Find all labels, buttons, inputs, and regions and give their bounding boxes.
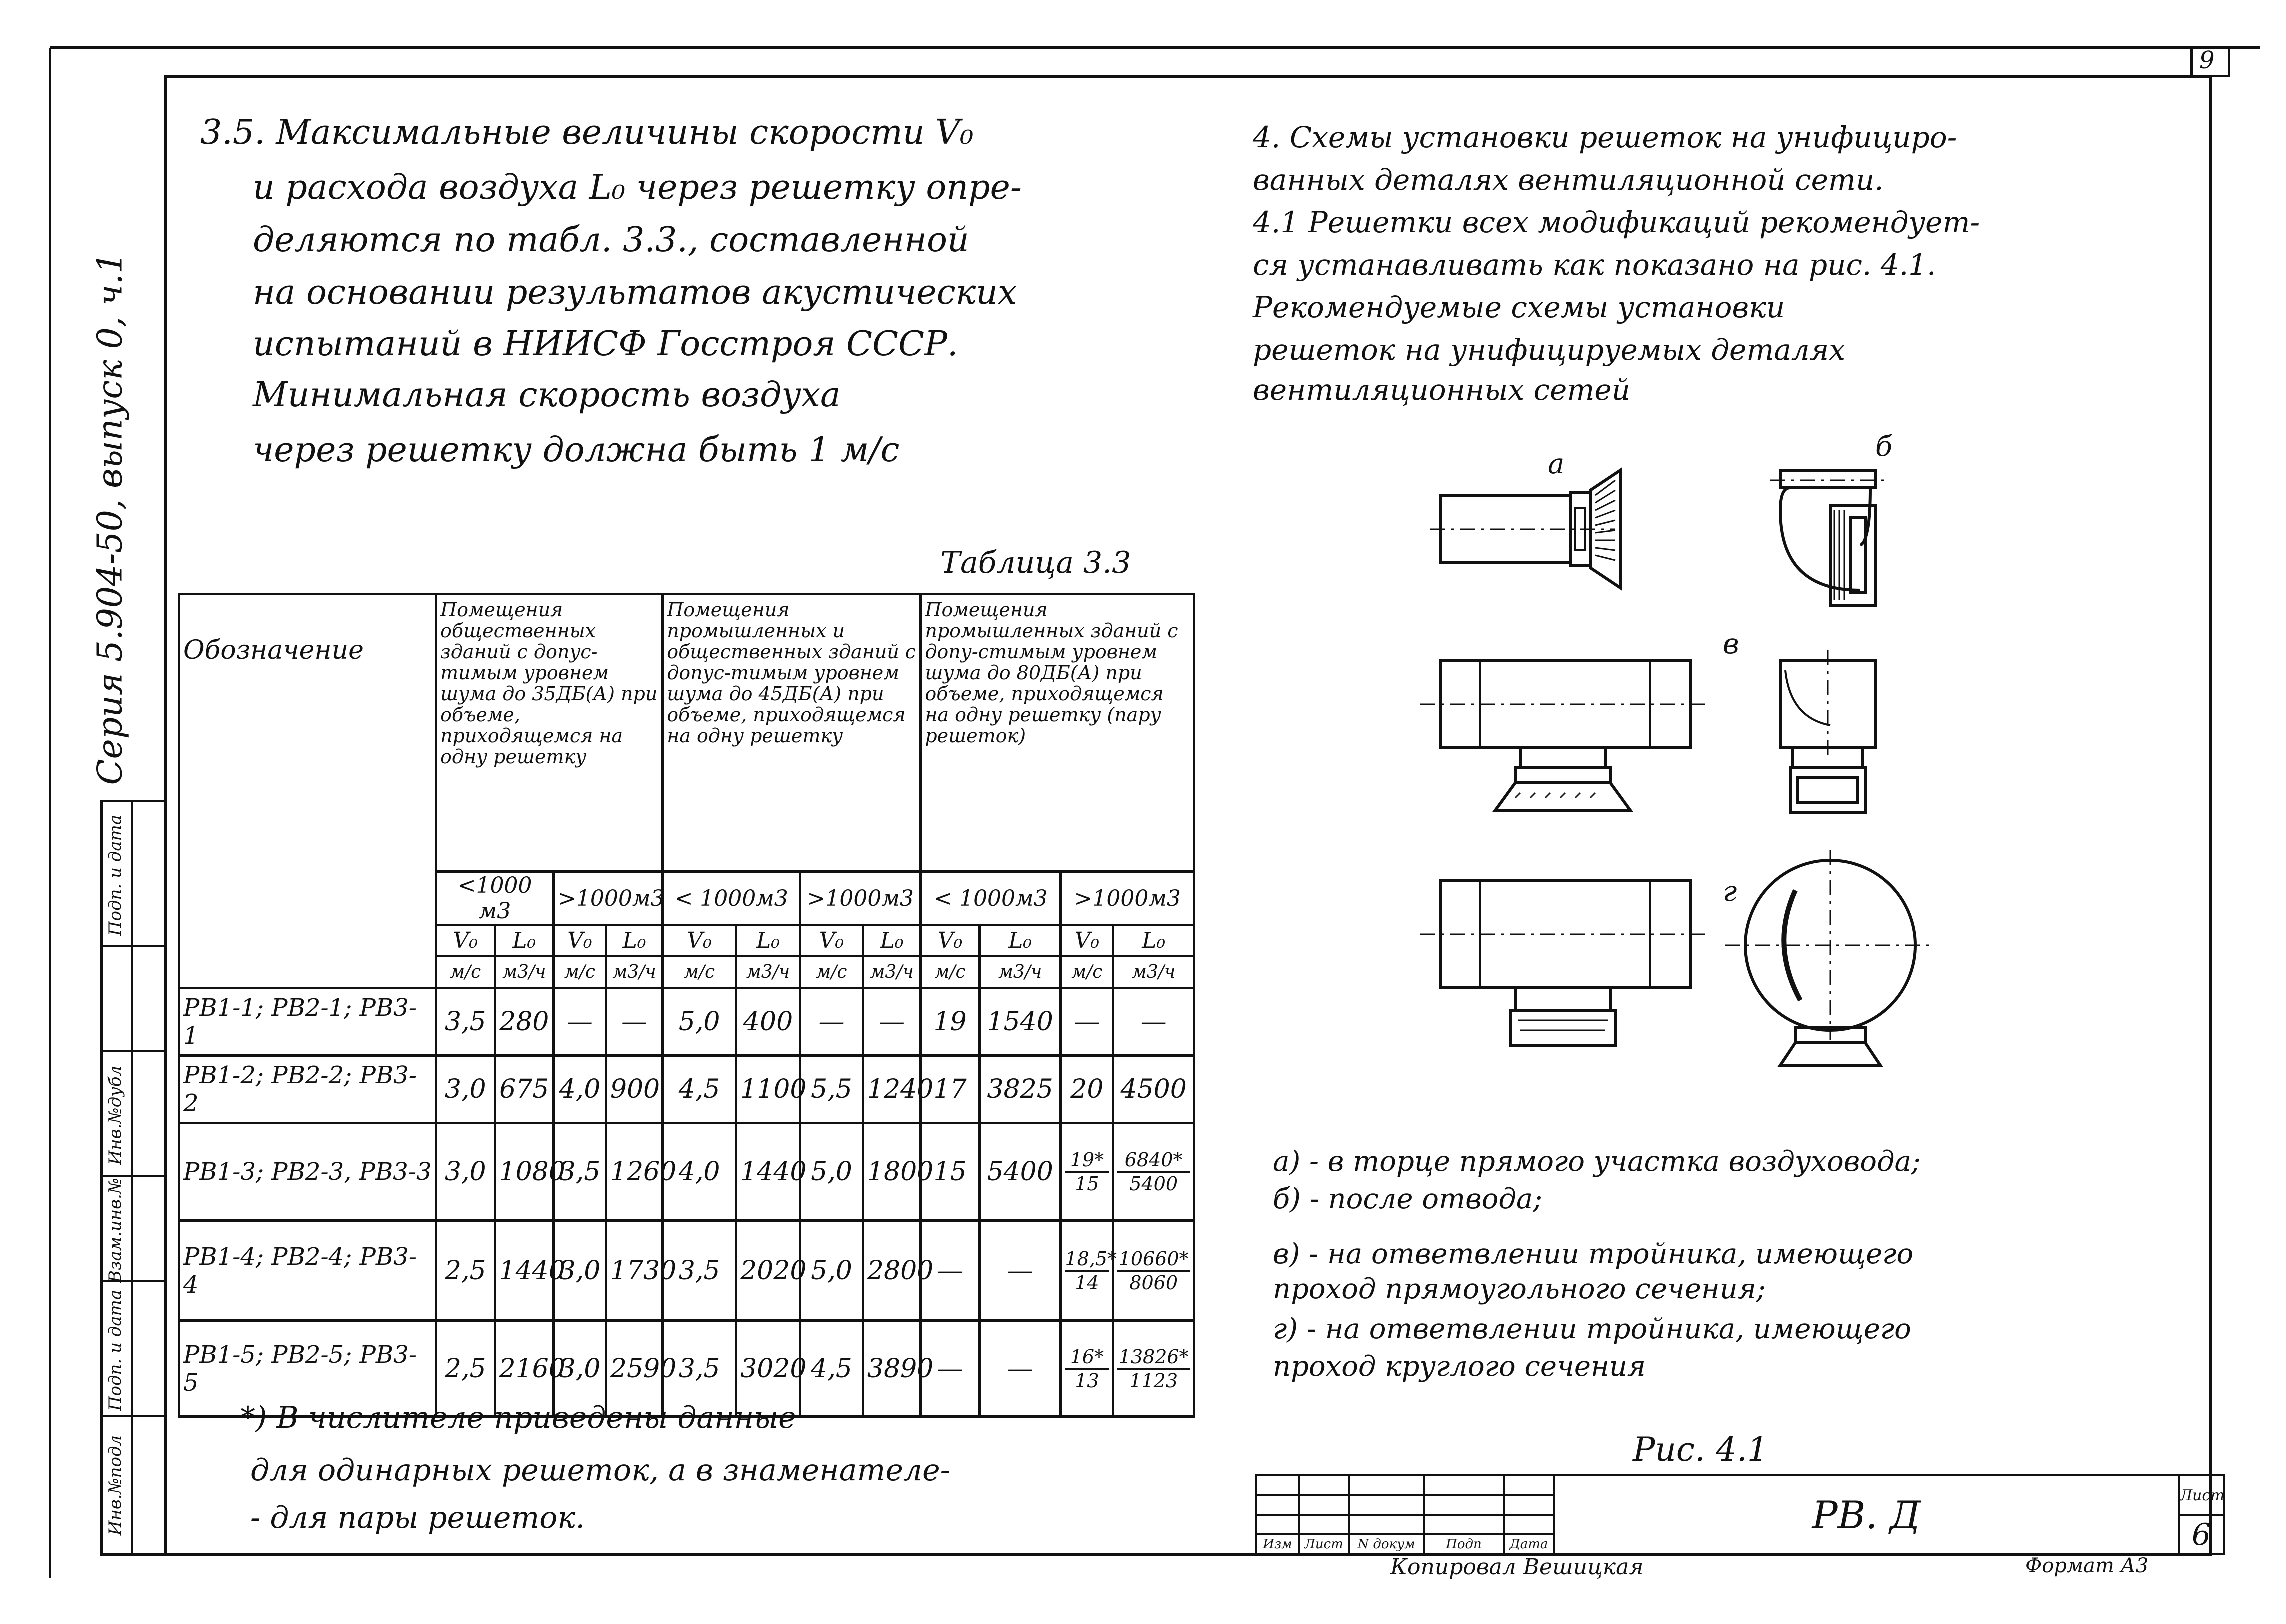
- value-cell: 1540: [979, 988, 1061, 1056]
- legend-line-b: б) - после отвода;: [1273, 1183, 1543, 1215]
- inner-frame-right: [2209, 75, 2212, 1555]
- table-row: [179, 1123, 1194, 1221]
- value-cell: 5400: [979, 1123, 1061, 1221]
- legend-line-v: в) - на ответвлении тройника, имеющего: [1273, 1238, 1914, 1270]
- range-1: <1000 м3: [436, 872, 554, 925]
- value-cell: 2800: [863, 1221, 920, 1321]
- unit-cell: м/с: [553, 956, 606, 988]
- unit-cell: м3/ч: [863, 956, 920, 988]
- document-code: РВ. Д: [1554, 1475, 2179, 1554]
- scheme-label-v: в: [1723, 628, 1739, 660]
- row-name: РВ1-3; РВ2-3, РВ3-3: [179, 1123, 436, 1221]
- tb-cell: [1504, 1495, 1554, 1515]
- value-cell: 3020: [736, 1321, 800, 1417]
- fraction-cell: [1113, 1321, 1194, 1417]
- fraction-denominator: 1123: [1129, 1369, 1178, 1392]
- stamp-label-podp-data-2: Подп. и дата: [105, 814, 125, 936]
- value-cell: —: [863, 988, 920, 1056]
- value-cell: —: [979, 1221, 1061, 1321]
- value-cell: 2020: [736, 1221, 800, 1321]
- symbol-cell: V₀: [800, 925, 863, 956]
- fraction-denominator: 13: [1075, 1369, 1099, 1392]
- header-designation: Обозначение: [179, 594, 436, 988]
- legend-line-g: г) - на ответвлении тройника, имеющего: [1273, 1313, 1911, 1345]
- stamp-divider-3: [100, 1050, 167, 1052]
- table-row: [179, 1221, 1194, 1321]
- sec4-line-1: 4. Схемы установки решеток на унифициро-: [1253, 120, 1957, 154]
- value-cell: 2160: [495, 1321, 553, 1417]
- scheme-label-b: б: [1875, 430, 1893, 463]
- tb-label-ndokum: N докум: [1349, 1534, 1424, 1554]
- value-cell: 3825: [979, 1056, 1061, 1123]
- symbol-cell: L₀: [495, 925, 553, 956]
- value-cell: —: [606, 988, 662, 1056]
- unit-cell: м3/ч: [495, 956, 553, 988]
- fraction-denominator: 14: [1075, 1271, 1099, 1294]
- fraction-denominator: 5400: [1129, 1173, 1178, 1195]
- tb-cell: [1424, 1495, 1504, 1515]
- symbol-cell: L₀: [979, 925, 1061, 956]
- row-name: РВ1-2; РВ2-2; РВ3-2: [179, 1056, 436, 1123]
- value-cell: 3,0: [553, 1221, 606, 1321]
- value-cell: —: [1061, 988, 1113, 1056]
- fraction-numerator: 16*: [1065, 1347, 1109, 1370]
- sec35-line-1: 3.5. Максимальные величины скорости V₀: [200, 113, 974, 152]
- sec35-line-5: испытаний в НИИСФ Госстроя СССР.: [253, 324, 958, 364]
- range-5: < 1000м3: [921, 872, 1061, 925]
- value-cell: 1730: [606, 1221, 662, 1321]
- symbol-cell: L₀: [736, 925, 800, 956]
- unit-cell: м3/ч: [736, 956, 800, 988]
- legend-line-g2: проход круглого сечения: [1273, 1350, 1646, 1383]
- figure-4-1-diagram: [1400, 440, 2100, 1155]
- row-name: РВ1-1; РВ2-1; РВ3-1: [179, 988, 436, 1056]
- value-cell: 15: [921, 1123, 979, 1221]
- value-cell: 3,0: [553, 1321, 606, 1417]
- stamp-divider-2: [100, 945, 167, 947]
- tb-cell: [1349, 1515, 1424, 1534]
- stamp-label-inv-podl: Инв.№подл: [105, 1435, 125, 1536]
- sheet-label: Лист: [2179, 1475, 2224, 1515]
- unit-cell: м3/ч: [979, 956, 1061, 988]
- title-block: [1255, 1474, 2225, 1555]
- value-cell: 3890: [863, 1321, 920, 1417]
- scheme-label-g: г: [1723, 875, 1737, 908]
- fraction-numerator: 6840*: [1117, 1150, 1190, 1173]
- value-cell: 2,5: [436, 1321, 495, 1417]
- value-cell: 1080: [495, 1123, 553, 1221]
- value-cell: 280: [495, 988, 553, 1056]
- tb-cell: [1349, 1475, 1424, 1495]
- tb-cell: [1424, 1515, 1504, 1534]
- tb-cell: [1299, 1515, 1349, 1534]
- inner-frame-top: [165, 75, 2210, 78]
- scheme-g: [1420, 850, 1935, 1065]
- fraction-cell: [1061, 1221, 1117, 1321]
- fraction-numerator: 19*: [1065, 1150, 1109, 1173]
- outer-frame-left: [49, 48, 51, 1578]
- fraction-cell: [1113, 1221, 1194, 1321]
- range-4: >1000м3: [800, 872, 921, 925]
- unit-cell: м/с: [436, 956, 495, 988]
- value-cell: 3,0: [436, 1123, 495, 1221]
- tb-label-list: Лист: [1299, 1534, 1349, 1554]
- value-cell: 4,5: [800, 1321, 863, 1417]
- symbol-cell: V₀: [1061, 925, 1113, 956]
- sec4-line-3: 4.1 Решетки всех модификаций рекомендует-: [1253, 205, 1980, 239]
- value-cell: —: [1113, 988, 1194, 1056]
- outer-frame-top: [50, 46, 2260, 49]
- value-cell: 1240: [863, 1056, 920, 1123]
- value-cell: 5,0: [800, 1221, 863, 1321]
- value-cell: 1440: [736, 1123, 800, 1221]
- unit-cell: м/с: [921, 956, 979, 988]
- sec4-line-2: ванных деталях вентиляционной сети.: [1253, 163, 1884, 197]
- legend-line-a: а) - в торце прямого участка воздуховода;: [1273, 1145, 1921, 1178]
- value-cell: 4500: [1113, 1056, 1194, 1123]
- range-2: >1000м3: [553, 872, 662, 925]
- figure-caption: Рис. 4.1: [1633, 1430, 1768, 1469]
- fraction-cell: [1113, 1123, 1194, 1221]
- fraction-denominator: 15: [1075, 1173, 1099, 1195]
- unit-cell: м/с: [800, 956, 863, 988]
- value-cell: —: [800, 988, 863, 1056]
- group-header-1: Помещения общественных зданий с допус-тимым уровнем шума до 35ДБ(А) при объеме, приходящемся на одну решетку: [436, 594, 663, 872]
- value-cell: 19: [921, 988, 979, 1056]
- table-row: [179, 1056, 1194, 1123]
- value-cell: —: [921, 1221, 979, 1321]
- scheme-a: [1430, 470, 1620, 588]
- tb-label-podp: Подп: [1424, 1534, 1504, 1554]
- value-cell: —: [921, 1321, 979, 1417]
- sec4-line-5: Рекомендуемые схемы установки: [1253, 290, 1785, 324]
- sec4-line-6: решеток на унифицируемых деталях: [1253, 333, 1845, 367]
- symbol-cell: L₀: [1113, 925, 1194, 956]
- unit-cell: м/с: [663, 956, 736, 988]
- sec35-line-2: и расхода воздуха L₀ через решетку опре-: [253, 168, 1022, 207]
- symbol-cell: V₀: [921, 925, 979, 956]
- value-cell: 3,5: [553, 1123, 606, 1221]
- value-cell: 5,0: [800, 1123, 863, 1221]
- fraction-cell: [1061, 1321, 1113, 1417]
- series-side-text: Серия 5.904-50, выпуск 0, ч.1: [90, 252, 130, 785]
- symbol-cell: L₀: [606, 925, 662, 956]
- tb-cell: [1504, 1475, 1554, 1495]
- tb-cell: [1424, 1475, 1504, 1495]
- stamp-label-vzam: Взам.инв.№: [105, 1178, 125, 1283]
- group-header-2: Помещения промышленных и общественных зданий с допус-тимым уровнем шума до 45ДБ(А) при объеме, приходящемся на одну решетку: [663, 594, 921, 872]
- value-cell: 2590: [606, 1321, 662, 1417]
- stamp-divider-6: [100, 1415, 167, 1417]
- symbol-cell: V₀: [553, 925, 606, 956]
- range-6: >1000м3: [1061, 872, 1194, 925]
- tb-cell: [1256, 1495, 1299, 1515]
- tb-cell: [1504, 1515, 1554, 1534]
- range-3: < 1000м3: [663, 872, 800, 925]
- stamp-divider-1: [100, 800, 167, 802]
- stamp-label-inv-dubl: Инв.№дубл: [105, 1065, 125, 1165]
- value-cell: —: [979, 1321, 1061, 1417]
- value-cell: 900: [606, 1056, 662, 1123]
- fraction-numerator: 10660*: [1117, 1249, 1190, 1272]
- sec4-line-7: вентиляционных сетей: [1253, 373, 1630, 407]
- stamp-divider-v: [131, 800, 133, 1555]
- unit-cell: м3/ч: [606, 956, 662, 988]
- unit-cell: м/с: [1061, 956, 1113, 988]
- footnote-line-2: для одинарных решеток, а в знаменателе-: [250, 1453, 950, 1488]
- sec35-line-6: Минимальная скорость воздуха: [253, 375, 841, 415]
- value-cell: 3,5: [663, 1321, 736, 1417]
- fraction-numerator: 13826*: [1117, 1347, 1190, 1370]
- value-cell: —: [553, 988, 606, 1056]
- value-cell: 1100: [736, 1056, 800, 1123]
- value-cell: 5,5: [800, 1056, 863, 1123]
- symbol-cell: V₀: [663, 925, 736, 956]
- group-header-3: Помещения промышленных зданий с допу-стимым уровнем шума до 80ДБ(А) при объеме, приходящемся на одну решетку (пару решеток): [921, 594, 1194, 872]
- value-cell: 4,0: [553, 1056, 606, 1123]
- tb-cell: [1299, 1495, 1349, 1515]
- scheme-label-a: а: [1548, 448, 1565, 480]
- tb-cell: [1349, 1495, 1424, 1515]
- fraction-denominator: 8060: [1129, 1271, 1178, 1294]
- value-cell: 2,5: [436, 1221, 495, 1321]
- tb-cell: [1256, 1475, 1299, 1495]
- table-3-3: [178, 593, 1195, 1418]
- format-label: Формат А3: [2025, 1554, 2149, 1577]
- sheet-value: 6: [2179, 1515, 2224, 1554]
- tb-label-data: Дата: [1504, 1534, 1554, 1554]
- fraction-cell: [1061, 1123, 1113, 1221]
- footnote-line-3: - для пары решеток.: [250, 1500, 585, 1535]
- unit-cell: м3/ч: [1113, 956, 1194, 988]
- value-cell: 20: [1061, 1056, 1113, 1123]
- table-caption: Таблица 3.3: [940, 545, 1131, 580]
- value-cell: 4,0: [663, 1123, 736, 1221]
- value-cell: 1260: [606, 1123, 662, 1221]
- value-cell: 3,0: [436, 1056, 495, 1123]
- row-name: РВ1-5; РВ2-5; РВ3-5: [179, 1321, 436, 1417]
- value-cell: 675: [495, 1056, 553, 1123]
- value-cell: 400: [736, 988, 800, 1056]
- sec35-line-4: на основании результатов акустических: [253, 273, 1017, 312]
- value-cell: 1440: [495, 1221, 553, 1321]
- symbol-cell: V₀: [436, 925, 495, 956]
- table-row: [179, 988, 1194, 1056]
- value-cell: 1800: [863, 1123, 920, 1221]
- value-cell: 3,5: [663, 1221, 736, 1321]
- row-name: РВ1-4; РВ2-4; РВ3-4: [179, 1221, 436, 1321]
- legend-line-v2: проход прямоугольного сечения;: [1273, 1273, 1766, 1305]
- sheet-number: 9: [2199, 46, 2215, 74]
- fraction-numerator: 18,5*: [1065, 1249, 1109, 1272]
- symbol-cell: L₀: [863, 925, 920, 956]
- tb-cell: [1299, 1475, 1349, 1495]
- sec4-line-4: ся устанавливать как показано на рис. 4.1.: [1253, 248, 1936, 282]
- tb-label-izm: Изм: [1256, 1534, 1299, 1554]
- tb-cell: [1256, 1515, 1299, 1534]
- value-cell: 5,0: [663, 988, 736, 1056]
- sec35-line-3: деляются по табл. 3.3., составленной: [253, 220, 969, 260]
- sec35-line-7: через решетку должна быть 1 м/с: [253, 430, 900, 470]
- copied-by: Копировал Вешицкая: [1390, 1554, 1644, 1580]
- scheme-b: [1770, 470, 1885, 605]
- footnote-line-1: *) В числителе приведены данные: [240, 1400, 796, 1435]
- value-cell: 4,5: [663, 1056, 736, 1123]
- stamp-label-podp-data-1: Подп. и дата: [105, 1289, 125, 1411]
- scheme-v: [1420, 650, 1875, 813]
- value-cell: 3,5: [436, 988, 495, 1056]
- value-cell: 17: [921, 1056, 979, 1123]
